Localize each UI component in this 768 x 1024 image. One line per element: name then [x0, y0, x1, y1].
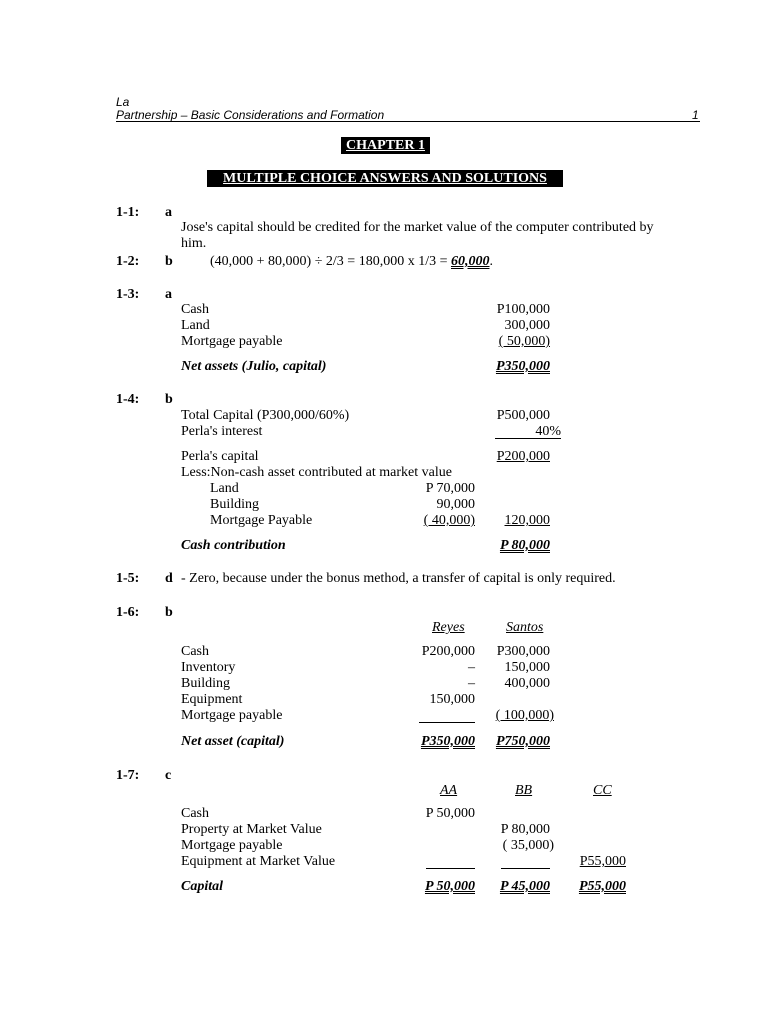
santos-value: P300,000 — [496, 644, 550, 659]
answer-letter: b — [165, 392, 173, 407]
computation-result: 60,000 — [450, 254, 490, 269]
question-number: 1-5: — [116, 571, 140, 586]
line-value: ( 50,000) — [498, 334, 550, 349]
computation-line — [210, 254, 493, 270]
line-label: Cash — [181, 302, 209, 317]
line-label: Mortgage Payable — [210, 513, 313, 528]
column-header: BB — [515, 783, 533, 798]
question-number: 1-1: — [116, 205, 140, 220]
total-label: Cash contribution — [181, 538, 286, 553]
line-value: ( 40,000) — [423, 513, 475, 528]
answer-letter: c — [165, 768, 172, 783]
answer-letter: b — [165, 254, 173, 269]
line-label: Equipment at Market Value — [181, 854, 336, 869]
line-label: Mortgage payable — [181, 334, 283, 349]
total-value: P 80,000 — [499, 538, 550, 553]
line-label: Land — [210, 481, 239, 496]
line-value: P200,000 — [496, 449, 550, 464]
santos-value: 150,000 — [504, 660, 550, 675]
header-line-1: La — [116, 95, 130, 109]
total-label: Net asset (capital) — [181, 734, 285, 749]
explanation-text: him. — [181, 236, 207, 251]
answer-letter: a — [165, 287, 172, 302]
total-value: P 45,000 — [499, 879, 550, 894]
reyes-value: – — [468, 676, 475, 691]
line-label: Equipment — [181, 692, 243, 707]
cc-value: P55,000 — [579, 854, 626, 869]
line-label: Building — [210, 497, 260, 512]
line-value: 120,000 — [504, 513, 550, 528]
section-title: MULTIPLE CHOICE ANSWERS AND SOLUTIONS — [207, 170, 563, 187]
question-number: 1-3: — [116, 287, 140, 302]
answer-letter: a — [165, 205, 172, 220]
bb-value: P 80,000 — [500, 822, 550, 837]
header-title: Partnership – Basic Considerations and Formation — [116, 108, 385, 122]
answer-letter: b — [165, 605, 173, 620]
line-label: Total Capital (P300,000/60%) — [181, 408, 350, 423]
total-label: Net assets (Julio, capital) — [181, 359, 327, 374]
line-label: Perla's capital — [181, 449, 259, 464]
computation-text: (40,000 + 80,000) ÷ 2/3 = 180,000 x 1/3 = — [210, 254, 451, 269]
santos-value: 400,000 — [504, 676, 550, 691]
question-number: 1-2: — [116, 254, 140, 269]
line-label: Cash — [181, 644, 209, 659]
underline-rule — [426, 854, 475, 869]
explanation-text: Jose's capital should be credited for the market value of the computer contributed by — [181, 220, 654, 235]
column-header: CC — [593, 783, 612, 798]
page-number: 1 — [692, 108, 699, 122]
line-label: Cash — [181, 806, 209, 821]
total-value: P 50,000 — [424, 879, 475, 894]
line-label: Building — [181, 676, 231, 691]
line-label: Less:Non-cash asset contributed at market value — [181, 465, 452, 480]
line-value: 40% — [535, 424, 561, 439]
line-label: Mortgage payable — [181, 838, 283, 853]
explanation-text: - Zero, because under the bonus method, a transfer of capital is only required. — [181, 571, 616, 586]
column-header: Reyes — [432, 620, 465, 635]
line-label: Mortgage payable — [181, 708, 283, 723]
line-label: Perla's interest — [181, 424, 263, 439]
column-header: Santos — [506, 620, 544, 635]
total-label: Capital — [181, 879, 224, 894]
line-label: Inventory — [181, 660, 236, 675]
answer-letter: d — [165, 571, 173, 586]
line-value: P 70,000 — [425, 481, 475, 496]
santos-value: ( 100,000) — [495, 708, 554, 723]
aa-value: P 50,000 — [425, 806, 475, 821]
line-label: Property at Market Value — [181, 822, 322, 837]
total-value: P55,000 — [578, 879, 626, 894]
reyes-value: – — [468, 660, 475, 675]
total-value: P350,000 — [420, 734, 475, 749]
reyes-value: P200,000 — [421, 644, 475, 659]
question-number: 1-6: — [116, 605, 140, 620]
line-value: 90,000 — [436, 497, 475, 512]
total-value: P350,000 — [495, 359, 550, 374]
line-value: P500,000 — [496, 408, 550, 423]
computation-trail: . — [489, 254, 493, 269]
total-value: P750,000 — [495, 734, 550, 749]
column-header: AA — [440, 783, 458, 798]
question-number: 1-7: — [116, 768, 140, 783]
line-label: Land — [181, 318, 210, 333]
underline-rule — [419, 708, 475, 723]
question-number: 1-4: — [116, 392, 140, 407]
header-rule — [116, 121, 700, 122]
line-value: 300,000 — [504, 318, 550, 333]
reyes-value: 150,000 — [429, 692, 475, 707]
line-value: P100,000 — [496, 302, 550, 317]
bb-value: ( 35,000) — [502, 838, 554, 853]
underline-rule — [501, 854, 550, 869]
chapter-title: CHAPTER 1 — [341, 137, 430, 154]
